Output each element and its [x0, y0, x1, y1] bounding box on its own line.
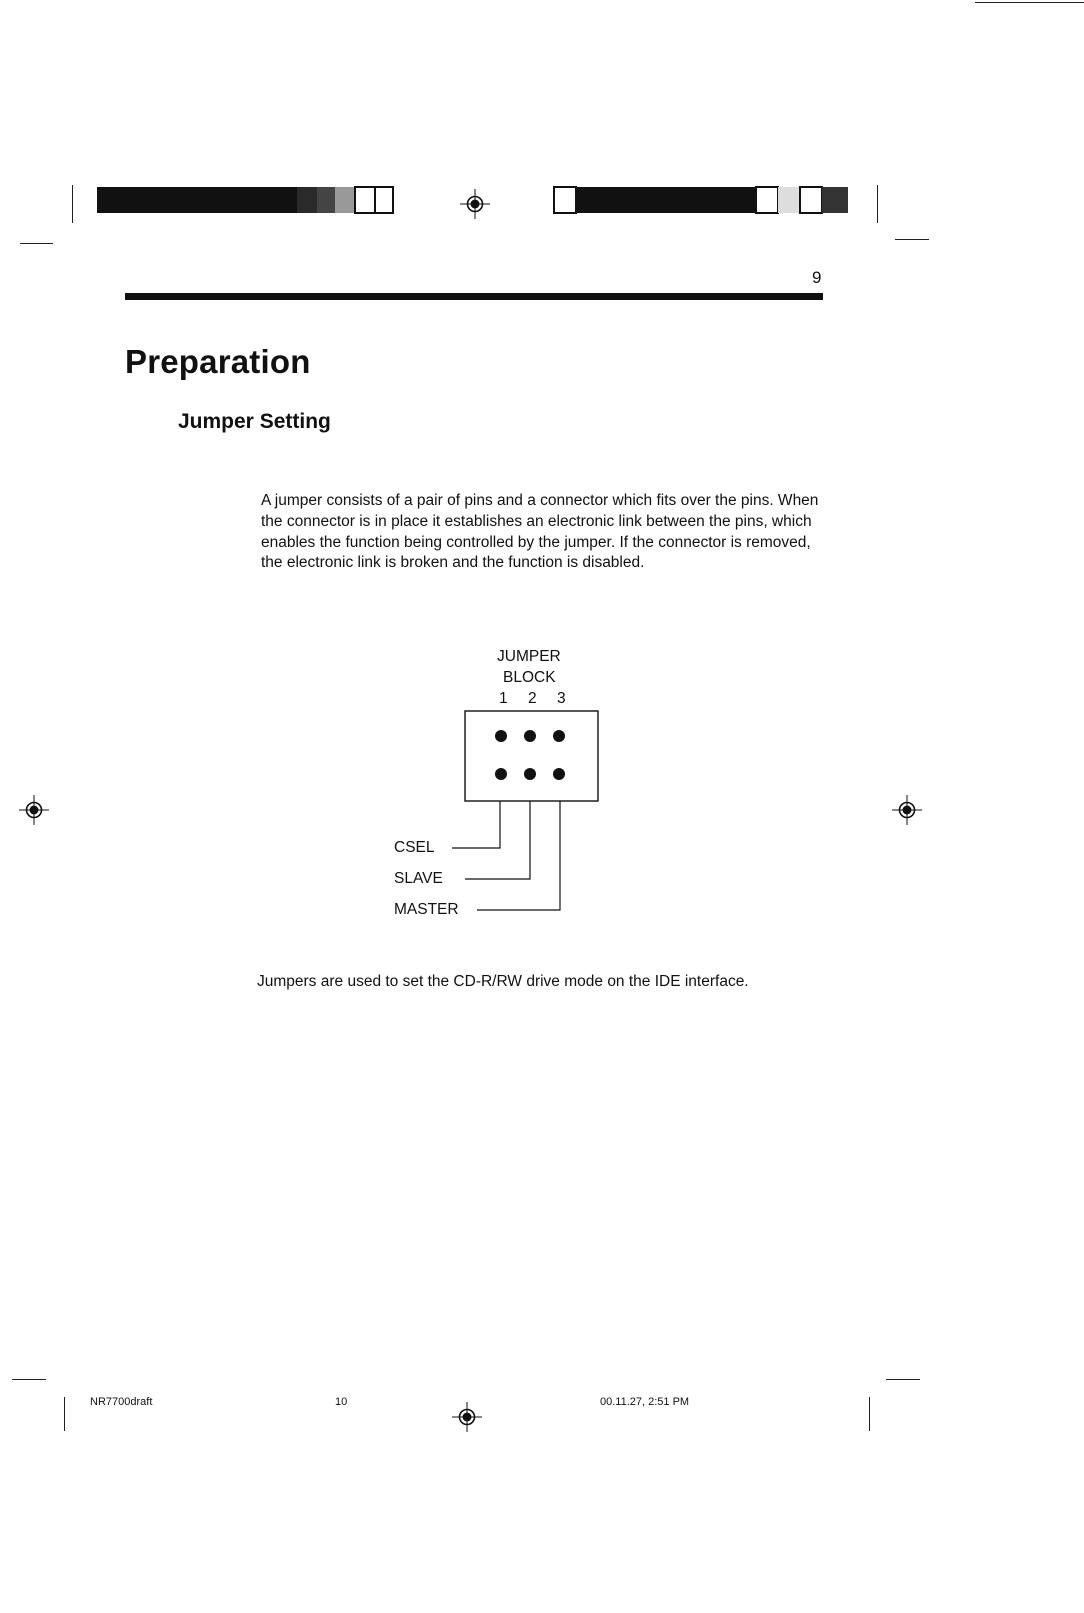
crop-mark	[72, 185, 73, 223]
section-heading: Jumper Setting	[178, 410, 331, 433]
page-title: Preparation	[125, 343, 311, 380]
crop-mark	[975, 2, 1084, 3]
master-leader-line	[477, 801, 560, 910]
registration-mark-icon	[890, 793, 924, 827]
pin-dot	[553, 730, 565, 742]
registration-mark-icon	[450, 1400, 484, 1434]
label-csel: CSEL	[394, 839, 435, 856]
crop-mark	[20, 243, 53, 244]
registration-mark-icon	[458, 187, 492, 221]
pin-number-2: 2	[528, 690, 537, 707]
crop-mark	[877, 185, 878, 223]
page-number: 9	[812, 268, 822, 287]
label-slave: SLAVE	[394, 870, 443, 887]
registration-mark-icon	[17, 793, 51, 827]
pin-dot	[524, 730, 536, 742]
csel-leader-line	[452, 801, 500, 848]
crop-mark	[886, 1379, 920, 1380]
label-master: MASTER	[394, 901, 459, 918]
printer-color-bar-left	[97, 185, 395, 215]
footer-filename: NR7700draft	[90, 1396, 153, 1408]
body-paragraph: A jumper consists of a pair of pins and a connector which fits over the pins. When the connector is in place it establishes an electronic link between the pins, which enables the function being controlled by the jumper. If the connector is removed, the electronic link is broken and the function is disabled.	[261, 492, 819, 572]
printer-color-bar-right	[553, 185, 853, 215]
pin-dot	[495, 730, 507, 742]
footer-timestamp: 00.11.27, 2:51 PM	[600, 1396, 690, 1408]
pin-dot	[553, 768, 565, 780]
pin-dot	[495, 768, 507, 780]
slave-leader-line	[465, 801, 530, 879]
crop-mark	[12, 1379, 46, 1380]
crop-mark	[64, 1397, 65, 1431]
header-rule	[125, 293, 823, 300]
footer-page: 10	[335, 1396, 348, 1408]
pin-number-3: 3	[557, 690, 566, 707]
jumper-block-outline	[465, 711, 598, 801]
pin-number-1: 1	[499, 690, 508, 707]
crop-mark	[895, 239, 929, 240]
diagram-caption: Jumpers are used to set the CD-R/RW drive mode on the IDE interface.	[257, 973, 749, 990]
pin-dot	[524, 768, 536, 780]
diagram-title-line1: JUMPER	[497, 648, 561, 665]
diagram-title-line2: BLOCK	[503, 669, 556, 686]
crop-mark	[869, 1397, 870, 1431]
